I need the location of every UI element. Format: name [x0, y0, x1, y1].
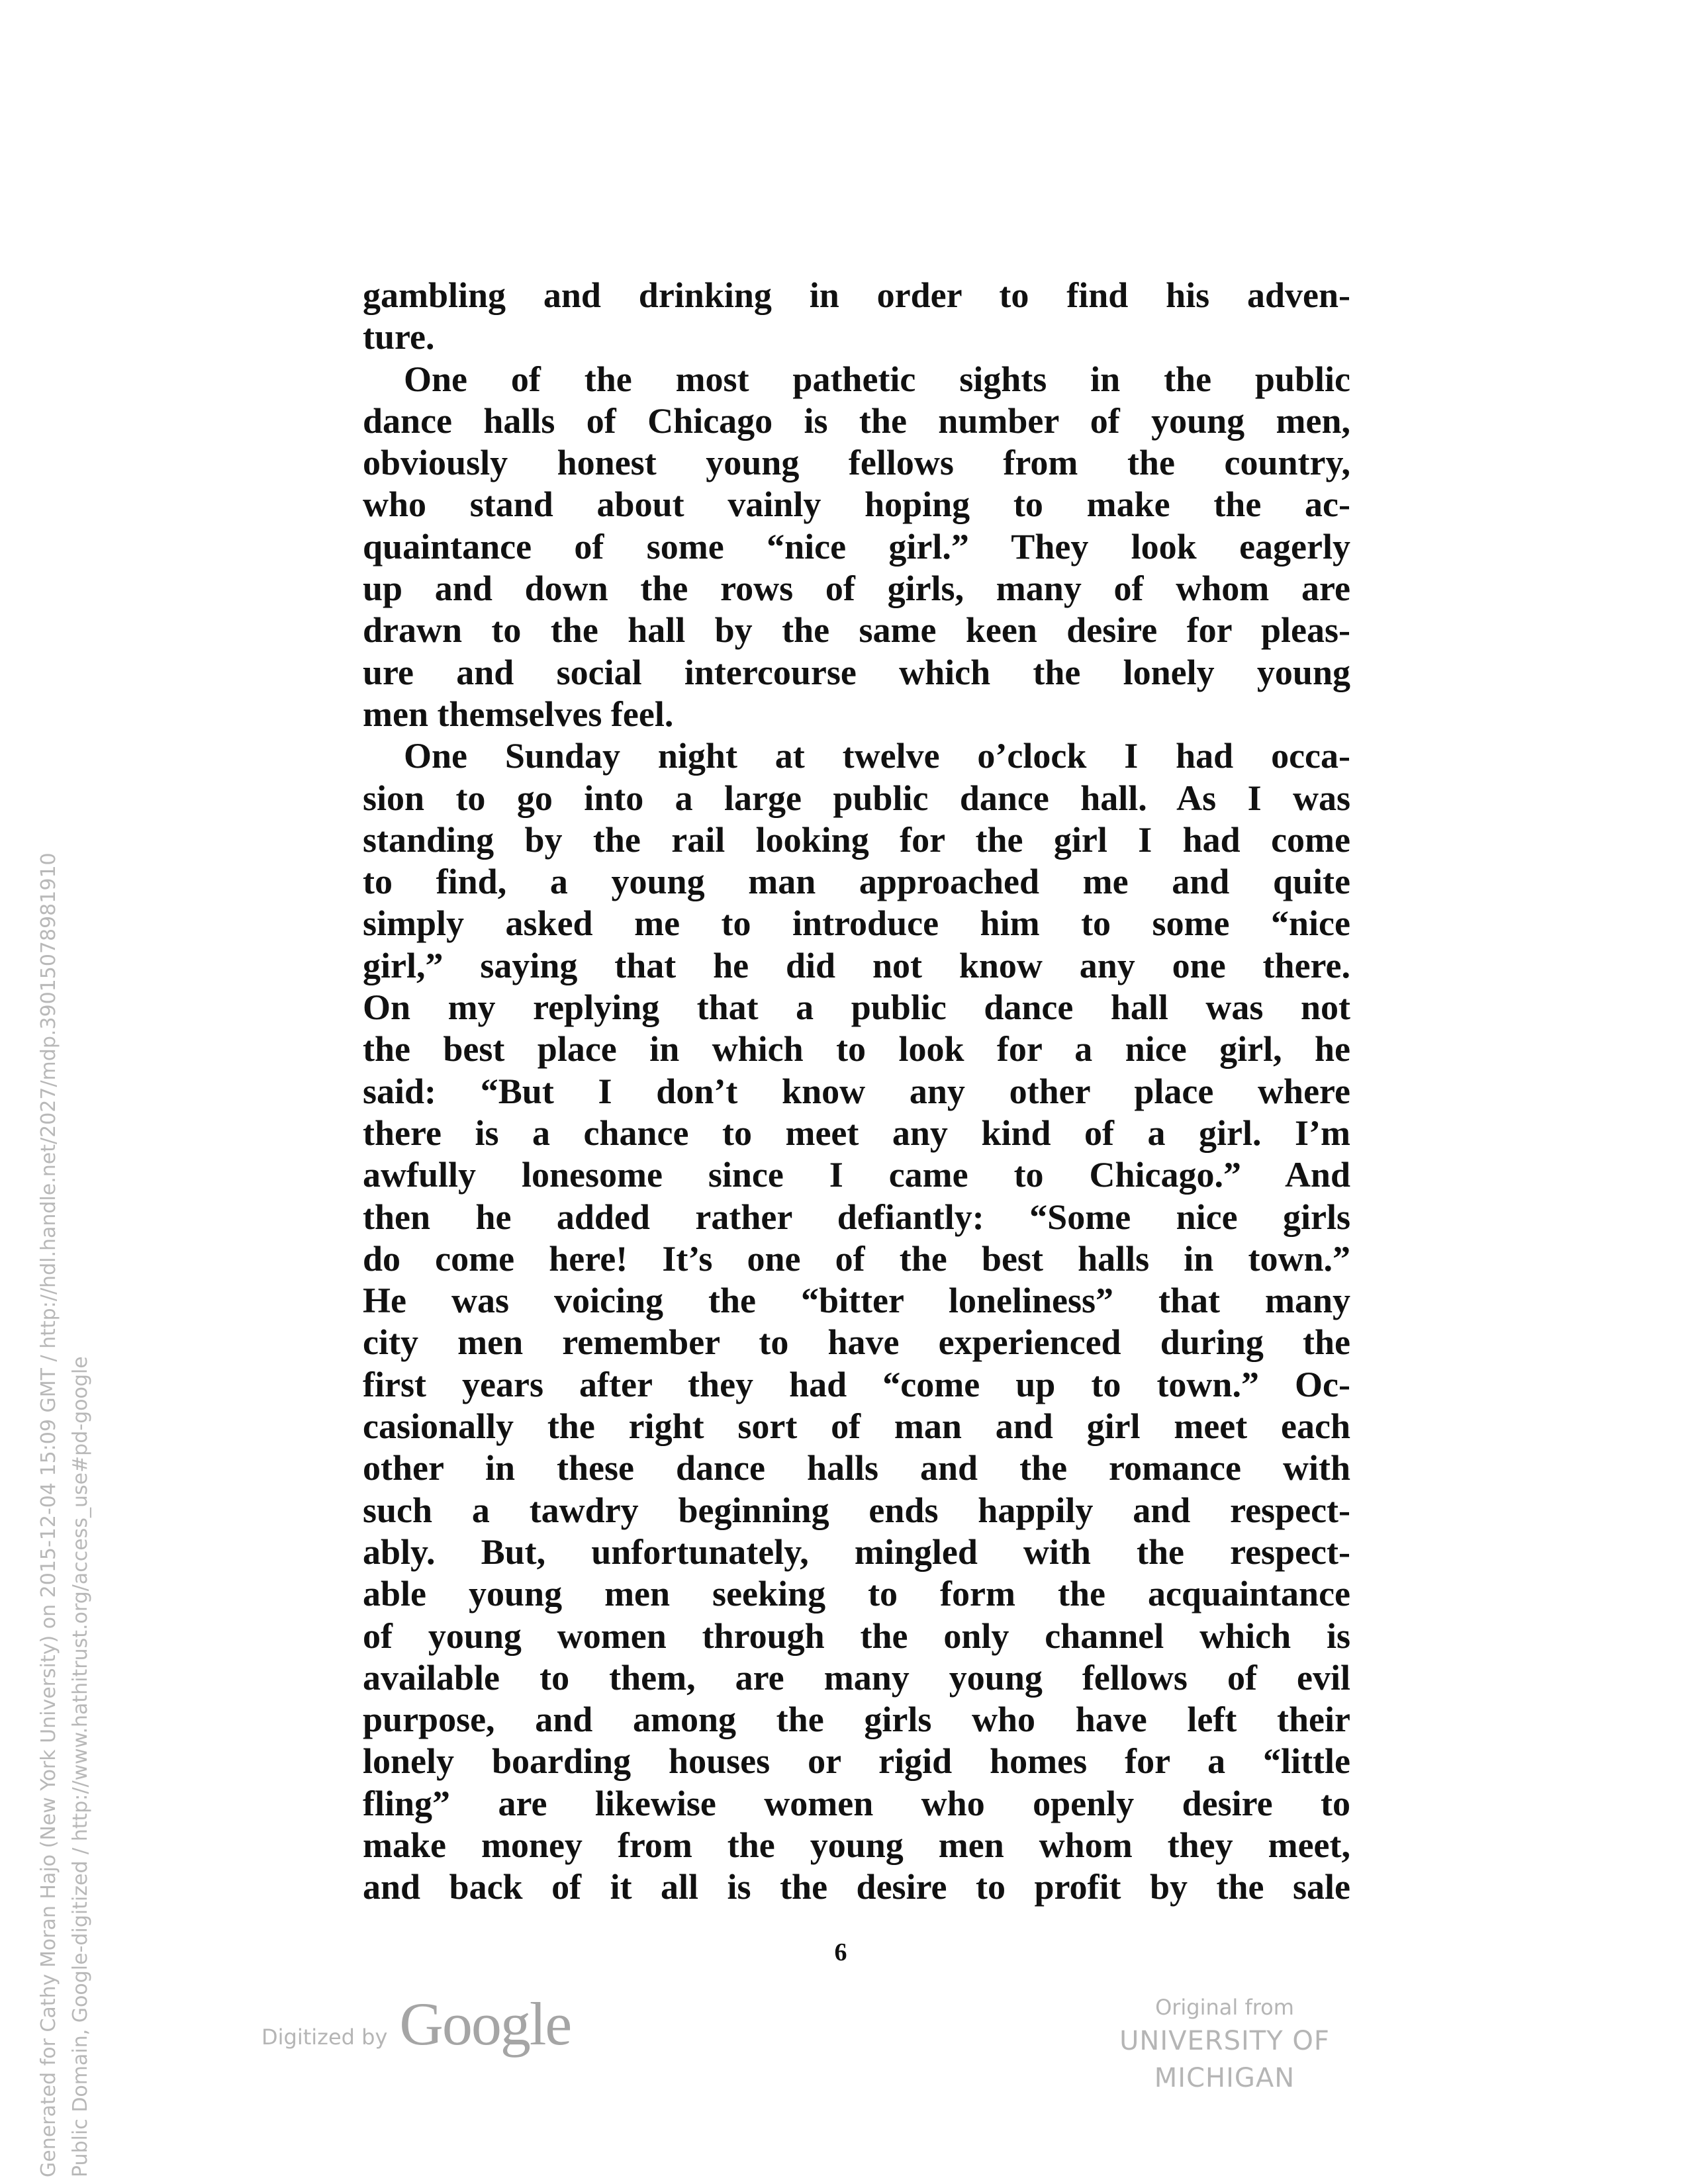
text-line: there is a chance to meet any kind of a girl. I’m — [363, 1113, 1350, 1153]
digitized-by-label: Digitized by — [261, 2025, 388, 2050]
text-line: make money from the young men whom they meet, — [363, 1825, 1350, 1865]
text-line: standing by the rail looking for the girl I had come — [363, 819, 1350, 860]
text-line: girl,” saying that he did not know any one there. — [363, 945, 1350, 985]
text-line: of young women through the only channel which is — [363, 1615, 1350, 1656]
text-line: obviously honest young fellows from the country, — [363, 443, 1350, 483]
text-line: and back of it all is the desire to profit by the sale — [363, 1867, 1350, 1907]
text-line: said: “But I don’t know any other place where — [363, 1071, 1350, 1111]
text-line: One Sunday night at twelve o’clock I had occa- — [404, 736, 1350, 776]
watermark-generated-line: Generated for Cathy Moran Hajo (New York University) on 2015-12-04 15:09 GMT / http://hdl.handle.net/2027/mdp.39015078981910 — [37, 852, 60, 2177]
text-line: On my replying that a public dance hall was not — [363, 987, 1350, 1028]
original-from-label: Original from — [1155, 1995, 1294, 2020]
text-line: available to them, are many young fellows of evil — [363, 1657, 1350, 1698]
text-line: casionally the right sort of man and girl meet each — [363, 1406, 1350, 1447]
text-line: ture. — [363, 317, 435, 357]
digitized-by-badge — [261, 1989, 571, 2059]
text-line: who stand about vainly hoping to make the ac- — [363, 484, 1350, 525]
text-line: men themselves feel. — [363, 694, 674, 734]
watermark-license-line: Public Domain, Google-digitized / http://www.hathitrust.org/access_use#pd-google — [69, 1356, 92, 2177]
text-line: purpose, and among the girls who have left their — [363, 1700, 1350, 1740]
text-line: gambling and drinking in order to find his adven- — [363, 275, 1350, 315]
text-line: sion to go into a large public dance hall. As I was — [363, 778, 1350, 818]
text-line: city men remember to have experienced during the — [363, 1322, 1350, 1363]
page-number: 6 — [834, 1938, 847, 1966]
text-line: able young men seeking to form the acquaintance — [363, 1574, 1350, 1614]
text-line: One of the most pathetic sights in the public — [404, 359, 1350, 399]
text-line: to find, a young man approached me and quite — [363, 862, 1350, 902]
text-line: other in these dance halls and the romance with — [363, 1448, 1350, 1488]
text-line: simply asked me to introduce him to some “nice — [363, 903, 1350, 944]
text-line: dance halls of Chicago is the number of young men, — [363, 400, 1350, 441]
page-body-text — [363, 275, 1350, 1909]
text-line: the best place in which to look for a nice girl, he — [363, 1029, 1350, 1069]
text-line: up and down the rows of girls, many of whom are — [363, 569, 1350, 609]
original-source-badge — [1059, 1992, 1390, 2097]
google-logo: Google — [399, 1990, 571, 2058]
institution-name: UNIVERSITY OF MICHIGAN — [1119, 2026, 1330, 2093]
text-line: awfully lonesome since I came to Chicago.” And — [363, 1155, 1350, 1195]
text-line: then he added rather defiantly: “Some nice girls — [363, 1197, 1350, 1237]
text-line: quaintance of some “nice girl.” They look eagerly — [363, 526, 1350, 567]
text-line: ure and social intercourse which the lonely young — [363, 652, 1350, 692]
text-line: first years after they had “come up to town.” Oc- — [363, 1364, 1350, 1404]
text-line: drawn to the hall by the same keen desire for pleas- — [363, 610, 1350, 651]
text-line: lonely boarding houses or rigid homes for a “little — [363, 1741, 1350, 1782]
text-line: ably. But, unfortunately, mingled with the respect- — [363, 1531, 1350, 1572]
text-line: fling” are likewise women who openly desire to — [363, 1783, 1350, 1823]
text-line: do come here! It’s one of the best halls in town.” — [363, 1238, 1350, 1279]
text-line: such a tawdry beginning ends happily and respect- — [363, 1490, 1350, 1530]
text-line: He was voicing the “bitter loneliness” that many — [363, 1281, 1350, 1321]
